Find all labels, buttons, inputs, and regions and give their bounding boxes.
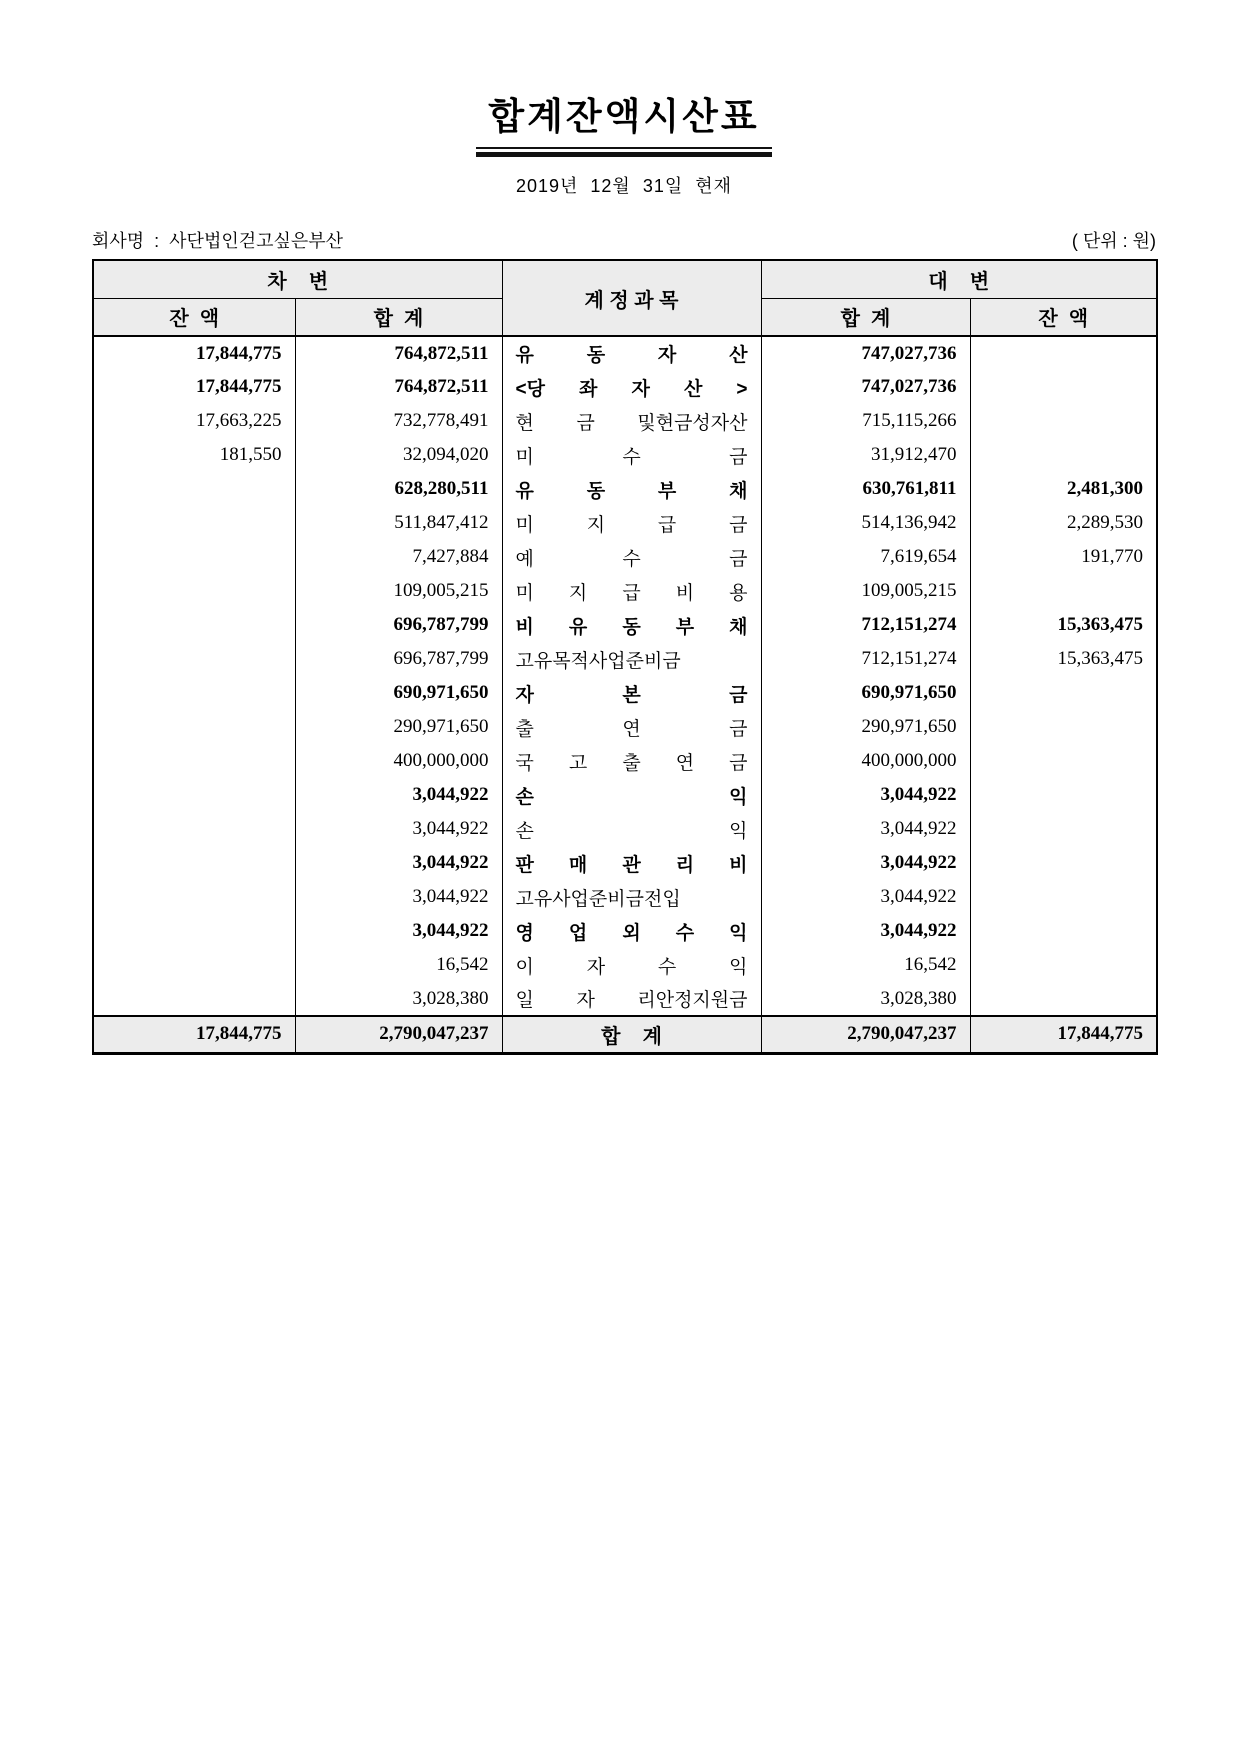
- cell-account-name: 영 업 외 수 익: [502, 914, 761, 948]
- cell-credit-total: 7,619,654: [761, 540, 970, 574]
- cell-credit-total: 290,971,650: [761, 710, 970, 744]
- cell-debit-balance: 17,663,225: [93, 404, 295, 438]
- table-row: [93, 778, 1157, 812]
- cell-credit-total: 3,044,922: [761, 778, 970, 812]
- cell-debit-balance: 181,550: [93, 438, 295, 472]
- cell-credit-total: 712,151,274: [761, 642, 970, 676]
- total-debit-balance: 17,844,775: [93, 1016, 295, 1053]
- cell-debit-balance: [93, 506, 295, 540]
- cell-credit-total: 3,044,922: [761, 846, 970, 880]
- table-row: [93, 642, 1157, 676]
- cell-debit-total: 7,427,884: [295, 540, 502, 574]
- cell-debit-balance: [93, 744, 295, 778]
- cell-credit-balance: [970, 880, 1157, 914]
- table-row: [93, 948, 1157, 982]
- as-of-date: 2019년 12월 31일 현재: [515, 176, 733, 196]
- cell-account-name: 현 금 및현금성자산: [502, 404, 761, 438]
- cell-credit-balance: [970, 744, 1157, 778]
- cell-credit-balance: [970, 370, 1157, 404]
- cell-debit-balance: [93, 846, 295, 880]
- cell-credit-total: 3,044,922: [761, 914, 970, 948]
- cell-credit-total: 3,044,922: [761, 880, 970, 914]
- cell-debit-total: 764,872,511: [295, 370, 502, 404]
- cell-credit-balance: [970, 438, 1157, 472]
- cell-debit-balance: [93, 608, 295, 642]
- meta-row: [92, 227, 1156, 253]
- cell-debit-balance: [93, 914, 295, 948]
- cell-account-name: 고유사업준비금전입: [502, 880, 761, 914]
- cell-credit-total: 712,151,274: [761, 608, 970, 642]
- cell-credit-total: 514,136,942: [761, 506, 970, 540]
- cell-credit-balance: [970, 710, 1157, 744]
- cell-debit-total: 690,971,650: [295, 676, 502, 710]
- cell-account-name: 예 수 금: [502, 540, 761, 574]
- cell-credit-total: 747,027,736: [761, 336, 970, 370]
- table-footer: [93, 1016, 1157, 1053]
- table-row: [93, 540, 1157, 574]
- cell-debit-balance: [93, 540, 295, 574]
- table-row: [93, 336, 1157, 370]
- cell-debit-balance: [93, 642, 295, 676]
- table-row: [93, 676, 1157, 710]
- cell-credit-balance: 2,481,300: [970, 472, 1157, 506]
- cell-credit-balance: 191,770: [970, 540, 1157, 574]
- cell-credit-total: 630,761,811: [761, 472, 970, 506]
- cell-credit-total: 3,044,922: [761, 812, 970, 846]
- table-row: [93, 574, 1157, 608]
- cell-account-name: <당 좌 자 산 >: [502, 370, 761, 404]
- cell-debit-total: 3,044,922: [295, 812, 502, 846]
- cell-debit-balance: 17,844,775: [93, 370, 295, 404]
- cell-credit-balance: [970, 574, 1157, 608]
- cell-debit-balance: [93, 948, 295, 982]
- cell-credit-balance: [970, 948, 1157, 982]
- table-row: [93, 438, 1157, 472]
- cell-account-name: 유 동 부 채: [502, 472, 761, 506]
- table-row: [93, 710, 1157, 744]
- cell-account-name: 손 익: [502, 812, 761, 846]
- cell-credit-total: 715,115,266: [761, 404, 970, 438]
- cell-account-name: 손 익: [502, 778, 761, 812]
- cell-account-name: 판 매 관 리 비: [502, 846, 761, 880]
- table-body: [93, 336, 1157, 1016]
- cell-debit-total: 628,280,511: [295, 472, 502, 506]
- credit-balance-header: 잔 액: [970, 298, 1157, 336]
- cell-debit-balance: [93, 812, 295, 846]
- debit-balance-header: 잔 액: [93, 298, 295, 336]
- table-row: [93, 370, 1157, 404]
- cell-debit-balance: [93, 710, 295, 744]
- table-row: [93, 506, 1157, 540]
- document-title-block: [92, 86, 1156, 198]
- cell-debit-total: 109,005,215: [295, 574, 502, 608]
- total-credit-total: 2,790,047,237: [761, 1016, 970, 1053]
- cell-credit-total: 31,912,470: [761, 438, 970, 472]
- cell-account-name: 출 연 금: [502, 710, 761, 744]
- table-row: [93, 472, 1157, 506]
- cell-debit-total: 400,000,000: [295, 744, 502, 778]
- cell-account-name: 유 동 자 산: [502, 336, 761, 370]
- cell-credit-balance: [970, 812, 1157, 846]
- total-debit-total: 2,790,047,237: [295, 1016, 502, 1053]
- cell-account-name: 이 자 수 익: [502, 948, 761, 982]
- cell-debit-total: 3,028,380: [295, 982, 502, 1016]
- account-column-header: 계 정 과 목: [502, 260, 761, 336]
- page-title: 합계잔액시산표: [476, 86, 771, 149]
- cell-debit-balance: 17,844,775: [93, 336, 295, 370]
- cell-debit-balance: [93, 574, 295, 608]
- cell-debit-total: 764,872,511: [295, 336, 502, 370]
- table-row: [93, 914, 1157, 948]
- cell-credit-balance: 15,363,475: [970, 642, 1157, 676]
- cell-debit-total: 3,044,922: [295, 914, 502, 948]
- cell-account-name: 일 자 리안정지원금: [502, 982, 761, 1016]
- cell-debit-balance: [93, 880, 295, 914]
- debit-total-header: 합 계: [295, 298, 502, 336]
- cell-credit-balance: [970, 404, 1157, 438]
- total-row: [93, 1016, 1157, 1053]
- cell-credit-balance: [970, 846, 1157, 880]
- table-row: [93, 982, 1157, 1016]
- cell-credit-total: 3,028,380: [761, 982, 970, 1016]
- debit-group-header: 차 변: [93, 260, 502, 298]
- unit-label: ( 단위 : 원): [1071, 231, 1156, 251]
- table-row: [93, 880, 1157, 914]
- table-row: [93, 404, 1157, 438]
- cell-account-name: 미 지 급 금: [502, 506, 761, 540]
- cell-debit-total: 290,971,650: [295, 710, 502, 744]
- cell-credit-balance: 2,289,530: [970, 506, 1157, 540]
- table-row: [93, 846, 1157, 880]
- cell-debit-balance: [93, 676, 295, 710]
- cell-debit-total: 732,778,491: [295, 404, 502, 438]
- cell-account-name: 미 수 금: [502, 438, 761, 472]
- cell-debit-total: 16,542: [295, 948, 502, 982]
- cell-debit-total: 696,787,799: [295, 608, 502, 642]
- cell-credit-total: 400,000,000: [761, 744, 970, 778]
- cell-debit-total: 3,044,922: [295, 880, 502, 914]
- cell-credit-total: 109,005,215: [761, 574, 970, 608]
- company-name: 회사명 : 사단법인걷고싶은부산: [92, 231, 344, 251]
- trial-balance-table: [92, 259, 1158, 1055]
- cell-account-name: 고유목적사업준비금: [502, 642, 761, 676]
- total-label: 합 계: [502, 1016, 761, 1053]
- table-header: [93, 260, 1157, 336]
- cell-debit-balance: [93, 982, 295, 1016]
- cell-debit-balance: [93, 778, 295, 812]
- cell-credit-balance: [970, 778, 1157, 812]
- cell-debit-total: 511,847,412: [295, 506, 502, 540]
- cell-account-name: 비 유 동 부 채: [502, 608, 761, 642]
- cell-credit-balance: [970, 676, 1157, 710]
- cell-debit-total: 32,094,020: [295, 438, 502, 472]
- cell-credit-balance: [970, 982, 1157, 1016]
- cell-debit-total: 3,044,922: [295, 846, 502, 880]
- cell-credit-total: 16,542: [761, 948, 970, 982]
- title-underline-bar: [476, 152, 771, 157]
- table-row: [93, 744, 1157, 778]
- title-underline-wrap: [476, 86, 771, 157]
- credit-group-header: 대 변: [761, 260, 1157, 298]
- total-credit-balance: 17,844,775: [970, 1016, 1157, 1053]
- cell-debit-total: 696,787,799: [295, 642, 502, 676]
- cell-credit-balance: [970, 914, 1157, 948]
- cell-account-name: 자 본 금: [502, 676, 761, 710]
- cell-credit-total: 690,971,650: [761, 676, 970, 710]
- credit-total-header: 합 계: [761, 298, 970, 336]
- cell-debit-balance: [93, 472, 295, 506]
- trial-balance-sheet: [92, 0, 1156, 1055]
- table-row: [93, 812, 1157, 846]
- cell-credit-balance: [970, 336, 1157, 370]
- cell-credit-balance: 15,363,475: [970, 608, 1157, 642]
- cell-account-name: 미 지 급 비 용: [502, 574, 761, 608]
- cell-debit-total: 3,044,922: [295, 778, 502, 812]
- cell-credit-total: 747,027,736: [761, 370, 970, 404]
- cell-account-name: 국 고 출 연 금: [502, 744, 761, 778]
- table-row: [93, 608, 1157, 642]
